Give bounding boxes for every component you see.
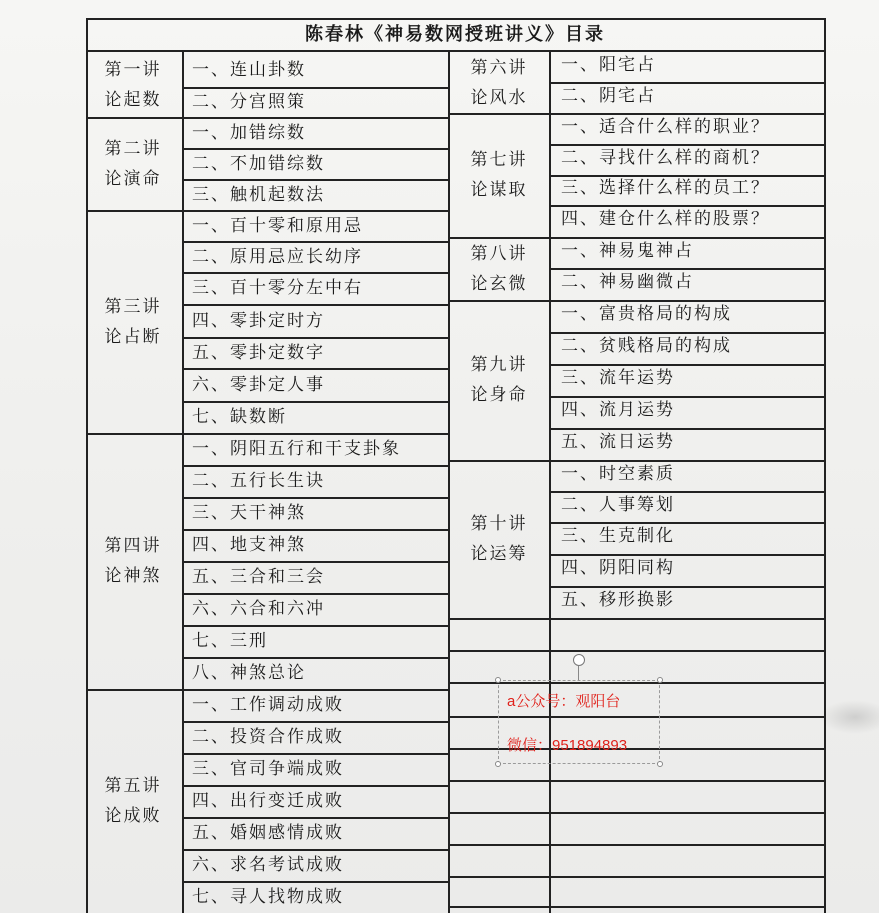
lecture-divider (448, 113, 824, 115)
topic-item: 一、阳宅占 (561, 55, 656, 75)
rotation-stem (578, 666, 579, 680)
topic-item: 二、神易幽微占 (561, 272, 694, 292)
row-divider (182, 401, 448, 403)
lecture-number: 第四讲 (104, 536, 162, 556)
row-divider (549, 332, 824, 334)
lecture-label (92, 531, 174, 591)
lecture-divider (86, 433, 448, 435)
topic-item: 三、流年运势 (561, 368, 675, 388)
table-border-left (86, 18, 88, 913)
lecture-number: 第六讲 (470, 58, 528, 78)
row-divider (549, 364, 824, 366)
lecture-name: 论身命 (470, 385, 528, 405)
resize-handle-icon[interactable] (495, 761, 501, 767)
lecture-name: 论成败 (104, 806, 162, 826)
topic-item: 二、分宫照策 (192, 92, 306, 112)
topic-item: 三、生克制化 (561, 526, 675, 546)
topic-item: 四、建仓什么样的股票？ (561, 209, 770, 229)
lecture-divider (86, 117, 448, 119)
column-divider (448, 50, 450, 913)
row-divider (182, 785, 448, 787)
empty-row-divider (448, 844, 824, 846)
topic-item: 四、流月运势 (561, 400, 675, 420)
rotate-handle-icon[interactable] (573, 654, 585, 666)
lecture-divider (448, 460, 824, 462)
topic-item: 一、时空素质 (561, 464, 675, 484)
lecture-divider (86, 689, 448, 691)
lecture-name: 论谋取 (470, 180, 528, 200)
topic-item: 三、官司争端成败 (192, 759, 344, 779)
topic-item: 四、地支神煞 (192, 535, 306, 555)
row-divider (182, 561, 448, 563)
topic-item: 五、婚姻感情成败 (192, 823, 344, 843)
row-divider (182, 87, 448, 89)
lecture-name: 论玄微 (470, 274, 528, 294)
topic-item: 三、选择什么样的员工？ (561, 178, 770, 198)
watermark-wechat: 微信：951894893 (507, 737, 628, 754)
topic-item: 一、适合什么样的职业？ (561, 117, 770, 137)
topic-item: 二、阴宅占 (561, 86, 656, 106)
lecture-label (458, 53, 540, 113)
topic-item: 四、零卦定时方 (192, 311, 325, 331)
topic-item: 五、三合和三会 (192, 567, 325, 587)
row-divider (182, 529, 448, 531)
topic-item: 四、出行变迁成败 (192, 791, 344, 811)
row-divider (182, 753, 448, 755)
lecture-label (458, 509, 540, 569)
topic-item: 三、触机起数法 (192, 185, 325, 205)
lecture-number: 第二讲 (104, 139, 162, 159)
topic-item: 七、三刑 (192, 631, 268, 651)
resize-handle-icon[interactable] (495, 677, 501, 683)
topic-item: 二、投资合作成败 (192, 727, 344, 747)
lecture-number: 第三讲 (104, 297, 162, 317)
lecture-name: 论风水 (470, 88, 528, 108)
row-divider (182, 817, 448, 819)
watermark-account: a公众号：观阳台 (507, 693, 621, 710)
row-divider (182, 657, 448, 659)
resize-handle-icon[interactable] (657, 761, 663, 767)
topic-item: 四、阴阳同构 (561, 558, 675, 578)
row-divider (182, 593, 448, 595)
row-divider (182, 368, 448, 370)
row-divider (182, 849, 448, 851)
lecture-number: 第九讲 (470, 355, 528, 375)
lecture-name: 论演命 (104, 169, 162, 189)
table-border-right (824, 18, 826, 913)
topic-item: 五、移形换影 (561, 590, 675, 610)
row-divider (182, 625, 448, 627)
row-divider (549, 144, 824, 146)
topic-item: 二、不加错综数 (192, 154, 325, 174)
row-divider (182, 881, 448, 883)
lecture-label (92, 771, 174, 831)
row-divider (182, 148, 448, 150)
row-divider (182, 497, 448, 499)
empty-row-divider (448, 812, 824, 814)
row-divider (549, 82, 824, 84)
title-divider (86, 50, 826, 52)
row-divider (182, 304, 448, 306)
lecture-number: 第一讲 (104, 60, 162, 80)
row-divider (182, 721, 448, 723)
lecture-label (92, 134, 174, 194)
row-divider (549, 175, 824, 177)
topic-item: 二、人事筹划 (561, 495, 675, 515)
lecture-divider (448, 300, 824, 302)
row-divider (182, 337, 448, 339)
catalog-title: 陈春林《神易数网授班讲义》目录 (305, 24, 605, 45)
empty-row-divider (448, 780, 824, 782)
topic-item: 一、阴阳五行和干支卦象 (192, 439, 401, 459)
topic-item: 一、百十零和原用忌 (192, 216, 363, 236)
lecture-name: 论占断 (104, 327, 162, 347)
lecture-label (458, 350, 540, 410)
lecture-name: 论运筹 (470, 544, 528, 564)
column-divider (549, 50, 551, 913)
topic-item: 六、六合和六冲 (192, 599, 325, 619)
topic-item: 八、神煞总论 (192, 663, 306, 683)
lecture-number: 第七讲 (470, 150, 528, 170)
topic-item: 一、工作调动成败 (192, 695, 344, 715)
lecture-divider (448, 618, 824, 620)
row-divider (549, 554, 824, 556)
table-border-top (86, 18, 826, 20)
topic-item: 三、天干神煞 (192, 503, 306, 523)
row-divider (549, 268, 824, 270)
topic-item: 六、零卦定人事 (192, 375, 325, 395)
row-divider (182, 179, 448, 181)
row-divider (182, 272, 448, 274)
row-divider (549, 428, 824, 430)
row-divider (549, 396, 824, 398)
topic-item: 一、富贵格局的构成 (561, 304, 732, 324)
lecture-label (92, 292, 174, 352)
topic-item: 三、百十零分左中右 (192, 278, 363, 298)
lecture-number: 第五讲 (104, 776, 162, 796)
lecture-divider (86, 210, 448, 212)
resize-handle-icon[interactable] (657, 677, 663, 683)
lecture-label (92, 55, 174, 115)
topic-item: 二、贫贱格局的构成 (561, 336, 732, 356)
row-divider (182, 465, 448, 467)
row-divider (549, 586, 824, 588)
topic-item: 一、加错综数 (192, 123, 306, 143)
lecture-label (458, 239, 540, 299)
empty-row-divider (448, 906, 824, 908)
empty-row-divider (448, 650, 824, 652)
row-divider (549, 522, 824, 524)
topic-item: 五、流日运势 (561, 432, 675, 452)
lecture-number: 第十讲 (470, 514, 528, 534)
lecture-name: 论神煞 (104, 566, 162, 586)
lecture-number: 第八讲 (470, 244, 528, 264)
topic-item: 二、五行长生诀 (192, 471, 325, 491)
topic-item: 五、零卦定数字 (192, 343, 325, 363)
topic-item: 一、连山卦数 (192, 60, 306, 80)
topic-item: 六、求名考试成败 (192, 855, 344, 875)
topic-item: 七、寻人找物成败 (192, 887, 344, 907)
lecture-name: 论起数 (104, 90, 162, 110)
row-divider (549, 205, 824, 207)
empty-row-divider (448, 876, 824, 878)
lecture-label (458, 145, 540, 205)
row-divider (182, 241, 448, 243)
row-divider (549, 491, 824, 493)
topic-item: 二、寻找什么样的商机？ (561, 148, 770, 168)
topic-item: 七、缺数断 (192, 407, 287, 427)
topic-item: 一、神易鬼神占 (561, 241, 694, 261)
topic-item: 二、原用忌应长幼序 (192, 247, 363, 267)
